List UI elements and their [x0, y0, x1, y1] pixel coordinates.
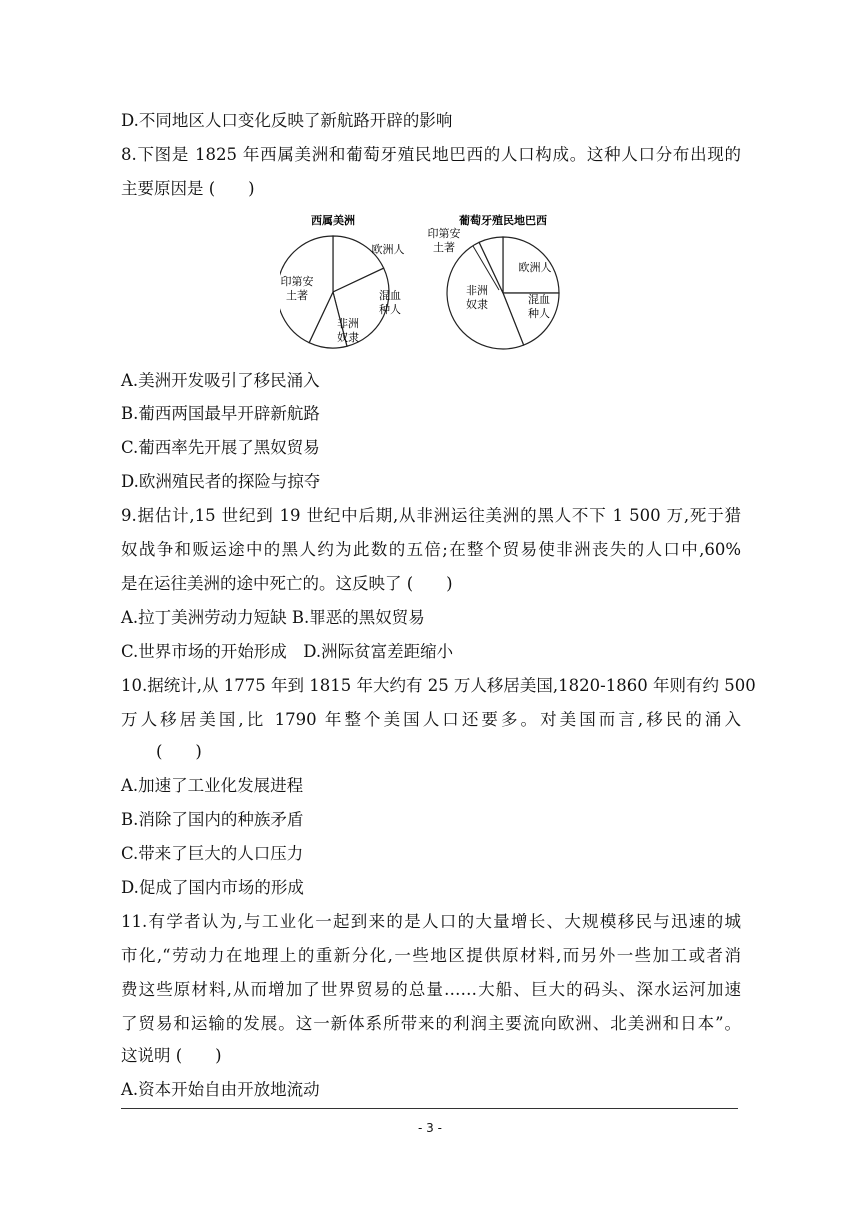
question-10-option-c: C.带来了巨大的人口压力 [121, 844, 304, 863]
pie-chart-spanish-america [280, 213, 405, 348]
question-11-option-a: A.资本开始自由开放地流动 [121, 1080, 320, 1099]
question-11-line-3: 费这些原材料,从而增加了世界贸易的总量……大船、巨大的码头、深水运河加速 [121, 980, 741, 999]
question-11-line-2: 市化,“劳动力在地理上的重新分化,一些地区提供原材料,而另外一些加工或者消 [121, 946, 741, 965]
question-10-line-2: 万人移居美国,比 1790 年整个美国人口还要多。对美国而言,移民的涌入 [121, 710, 741, 729]
question-9-line-3: 是在运往美洲的途中死亡的。这反映了 ( ) [121, 574, 453, 593]
question-9-line-1: 9.据估计,15 世纪到 19 世纪中后期,从非洲运往美洲的黑人不下 1 500 万,死于猎 [121, 506, 741, 525]
population-pie-charts [280, 208, 600, 358]
question-11-line-1: 11.有学者认为,与工业化一起到来的是人口的大量增长、大规模移民与迅速的城 [121, 912, 741, 931]
question-8-option-c: C.葡西率先开展了黑奴贸易 [121, 438, 320, 457]
question-8-stem-line-1: 8.下图是 1825 年西属美洲和葡萄牙殖民地巴西的人口构成。这种人口分布出现的 [121, 145, 741, 164]
pie-label-印第安土著: 印第安土著 [280, 275, 314, 302]
pie-label-欧洲人: 欧洲人 [518, 261, 552, 274]
question-10-option-b: B.消除了国内的种族矛盾 [121, 810, 304, 829]
question-11-line-5: 这说明 ( ) [121, 1046, 222, 1065]
pie-title: 西属美洲 [311, 214, 355, 227]
question-8-option-a: A.美洲开发吸引了移民涌入 [121, 371, 320, 390]
pie-title: 葡萄牙殖民地巴西 [459, 214, 547, 227]
pie-chart-portuguese-brazil [428, 213, 560, 349]
pie-label-非洲奴隶: 非洲奴隶 [337, 317, 359, 344]
question-8-option-b: B.葡西两国最早开辟新航路 [121, 404, 320, 423]
footer-rule [121, 1108, 738, 1109]
page-number: - 3 - [418, 1121, 442, 1135]
pie-label-非洲奴隶: 非洲奴隶 [466, 284, 488, 311]
question-7-option-d: D.不同地区人口变化反映了新航路开辟的影响 [121, 111, 453, 130]
question-10-line-1: 10.据统计,从 1775 年到 1815 年大约有 25 万人移居美国,1820-1860 年则有约 500 [121, 676, 756, 695]
pie-label-欧洲人: 欧洲人 [371, 243, 405, 256]
question-8-stem-line-2: 主要原因是 ( ) [121, 179, 255, 198]
question-9-options-line-1: A.拉丁美洲劳动力短缺 B.罪恶的黑奴贸易 [121, 608, 425, 627]
question-8-option-d: D.欧洲殖民者的探险与掠夺 [121, 472, 321, 491]
question-10-line-3: ( ) [156, 742, 202, 761]
question-9-options-line-2: C.世界市场的开始形成 D.洲际贫富差距缩小 [121, 642, 454, 661]
question-11-line-4: 了贸易和运输的发展。这一新体系所带来的利润主要流向欧洲、北美洲和日本”。 [121, 1014, 741, 1033]
question-10-option-a: A.加速了工业化发展进程 [121, 776, 304, 795]
pie-label-混血种人: 混血种人 [379, 289, 401, 316]
pie-label-印第安土著: 印第安土著 [427, 227, 461, 254]
pie-label-混血种人: 混血种人 [528, 293, 550, 320]
question-10-option-d: D.促成了国内市场的形成 [121, 878, 304, 897]
question-9-line-2: 奴战争和贩运途中的黑人约为此数的五倍;在整个贸易使非洲丧失的人口中,60% [121, 540, 741, 559]
